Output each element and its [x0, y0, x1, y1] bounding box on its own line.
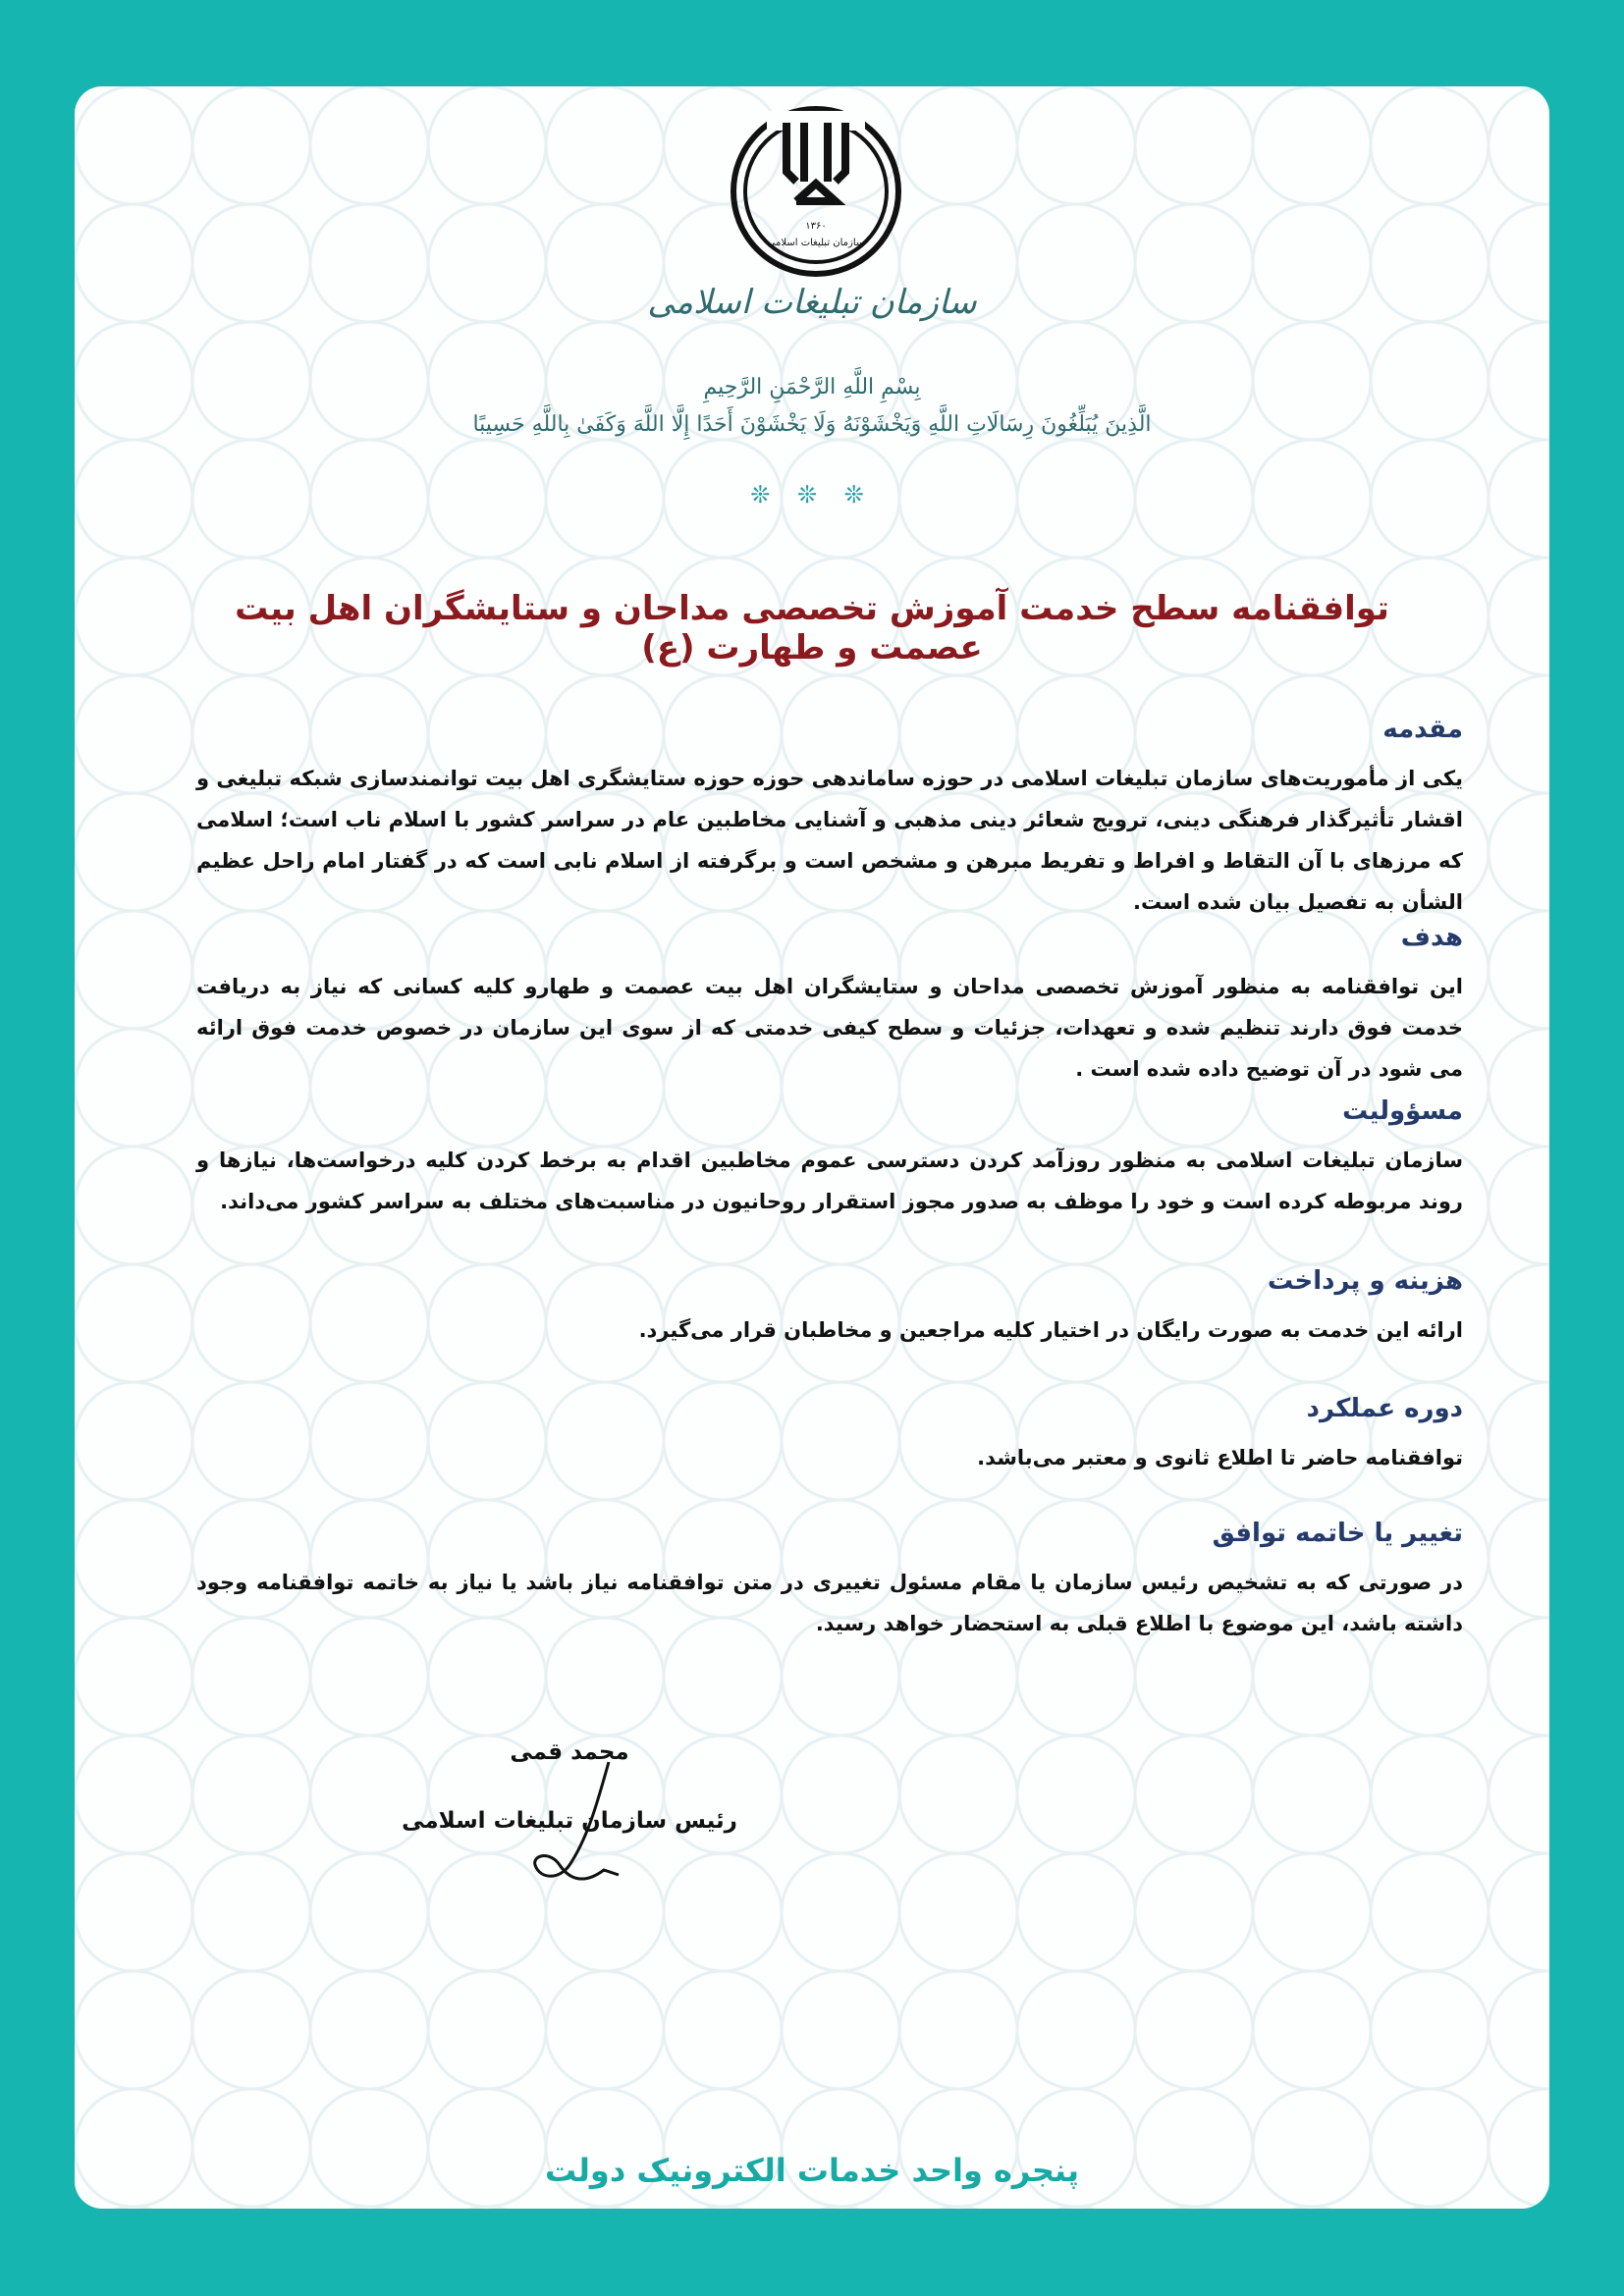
section-body: سازمان تبلیغات اسلامی به منظور روزآمد کردن دسترسی عموم مخاطبین اقدام به برخط کردن کلیه درخواست‌ها، نیازها و روند مربوطه کرده است و خود را موظف به صدور مجوز استقرار روحانیون در مناسبت‌های مختلف به سراسر کشور می‌داند. — [196, 1148, 1463, 1213]
section-heading: هزینه و پرداخت — [1267, 1266, 1463, 1296]
section-body: در صورتی که به تشخیص رئیس سازمان یا مقام مسئول تغییری در متن توافقنامه نیاز باشد یا نیاز به خاتمه توافقنامه وجود داشته باشد، این موضوع با اطلاع قبلی به استحضار خواهد رسید. — [196, 1571, 1463, 1635]
section-heading: مقدمه — [1382, 715, 1463, 744]
section-body: توافقنامه حاضر تا اطلاع ثانوی و معتبر می‌باشد. — [977, 1446, 1463, 1469]
bismillah: بِسْمِ اللَّهِ الرَّحْمَنِ الرَّحِيمِ — [703, 375, 921, 400]
section-body: این توافقنامه به منظور آموزش تخصصی مداحان و ستایشگران اهل بیت عصمت و طهارو کلیه کسانی که نیاز به دریافت خدمت فوق دارند تنظیم شده و تعهدات، جزئیات و سطح کیفی خدمتی که از سوی این سازمان در خصوص خدمت فوق ارائه می شود در آن توضیح داده شده است . — [196, 975, 1463, 1081]
signatory-position: رئیس سازمان تبلیغات اسلامی — [402, 1808, 737, 1834]
section-introduction — [196, 715, 1463, 923]
section-cost — [196, 1266, 1463, 1351]
footer-caption: پنجره واحد خدمات الکترونیک دولت — [545, 2152, 1079, 2189]
section-heading: مسؤولیت — [1342, 1096, 1463, 1126]
quran-verse: الَّذِينَ يُبَلِّغُونَ رِسَالَاتِ اللَّهِ وَيَخْشَوْنَهُ وَلَا يَخْشَوْنَ أَحَدًا إِلَّا اللَّهَ وَكَفَىٰ بِاللَّهِ حَسِيبًا — [472, 412, 1152, 437]
section-heading: هدف — [1400, 923, 1463, 952]
section-heading: تغییر یا خاتمه توافق — [1212, 1519, 1463, 1548]
section-goal — [196, 923, 1463, 1090]
ornament-separator: ❊ ❊ ❊ — [750, 481, 874, 508]
section-responsibility — [196, 1096, 1463, 1222]
section-heading: دوره عملکرد — [1306, 1394, 1463, 1423]
document-title: توافقنامه سطح خدمت آموزش تخصصی مداحان و ستایشگران اهل بیت عصمت و طهارت (ع) — [235, 589, 1389, 667]
handwritten-signature — [511, 1757, 648, 1904]
section-body: ارائه این خدمت به صورت رایگان در اختیار کلیه مراجعین و مخاطبان قرار می‌گیرد. — [638, 1318, 1463, 1342]
signatory-name: محمد قمی — [510, 1739, 629, 1765]
section-body: یکی از مأموریت‌های سازمان تبلیغات اسلامی در حوزه ساماندهی حوزه حوزه ستایشگری اهل بیت توانمندسازی شبکه تبلیغی و اقشار تأثیرگذار فرهنگی دینی، ترویج شعائر دینی مذهبی و آشنایی مخاطبین عام در سراسر کشور با اسلام ناب است؛ اسلامی که مرزهای با آن التقاط و افراط و تفریط مبرهن و مشخص است و برگرفته از اسلام نابی است که در گفتار امام راحل عظیم الشأن به تفصیل بیان شده است. — [196, 767, 1463, 914]
section-period — [196, 1394, 1463, 1478]
section-change-termination — [196, 1519, 1463, 1644]
organization-logo — [728, 103, 904, 280]
svg-text:۱۳۶۰: ۱۳۶۰ — [805, 221, 827, 232]
svg-text:سازمان تبلیغات اسلامی: سازمان تبلیغات اسلامی — [767, 238, 865, 248]
organization-wordmark: سازمان تبلیغات اسلامی — [647, 283, 977, 322]
